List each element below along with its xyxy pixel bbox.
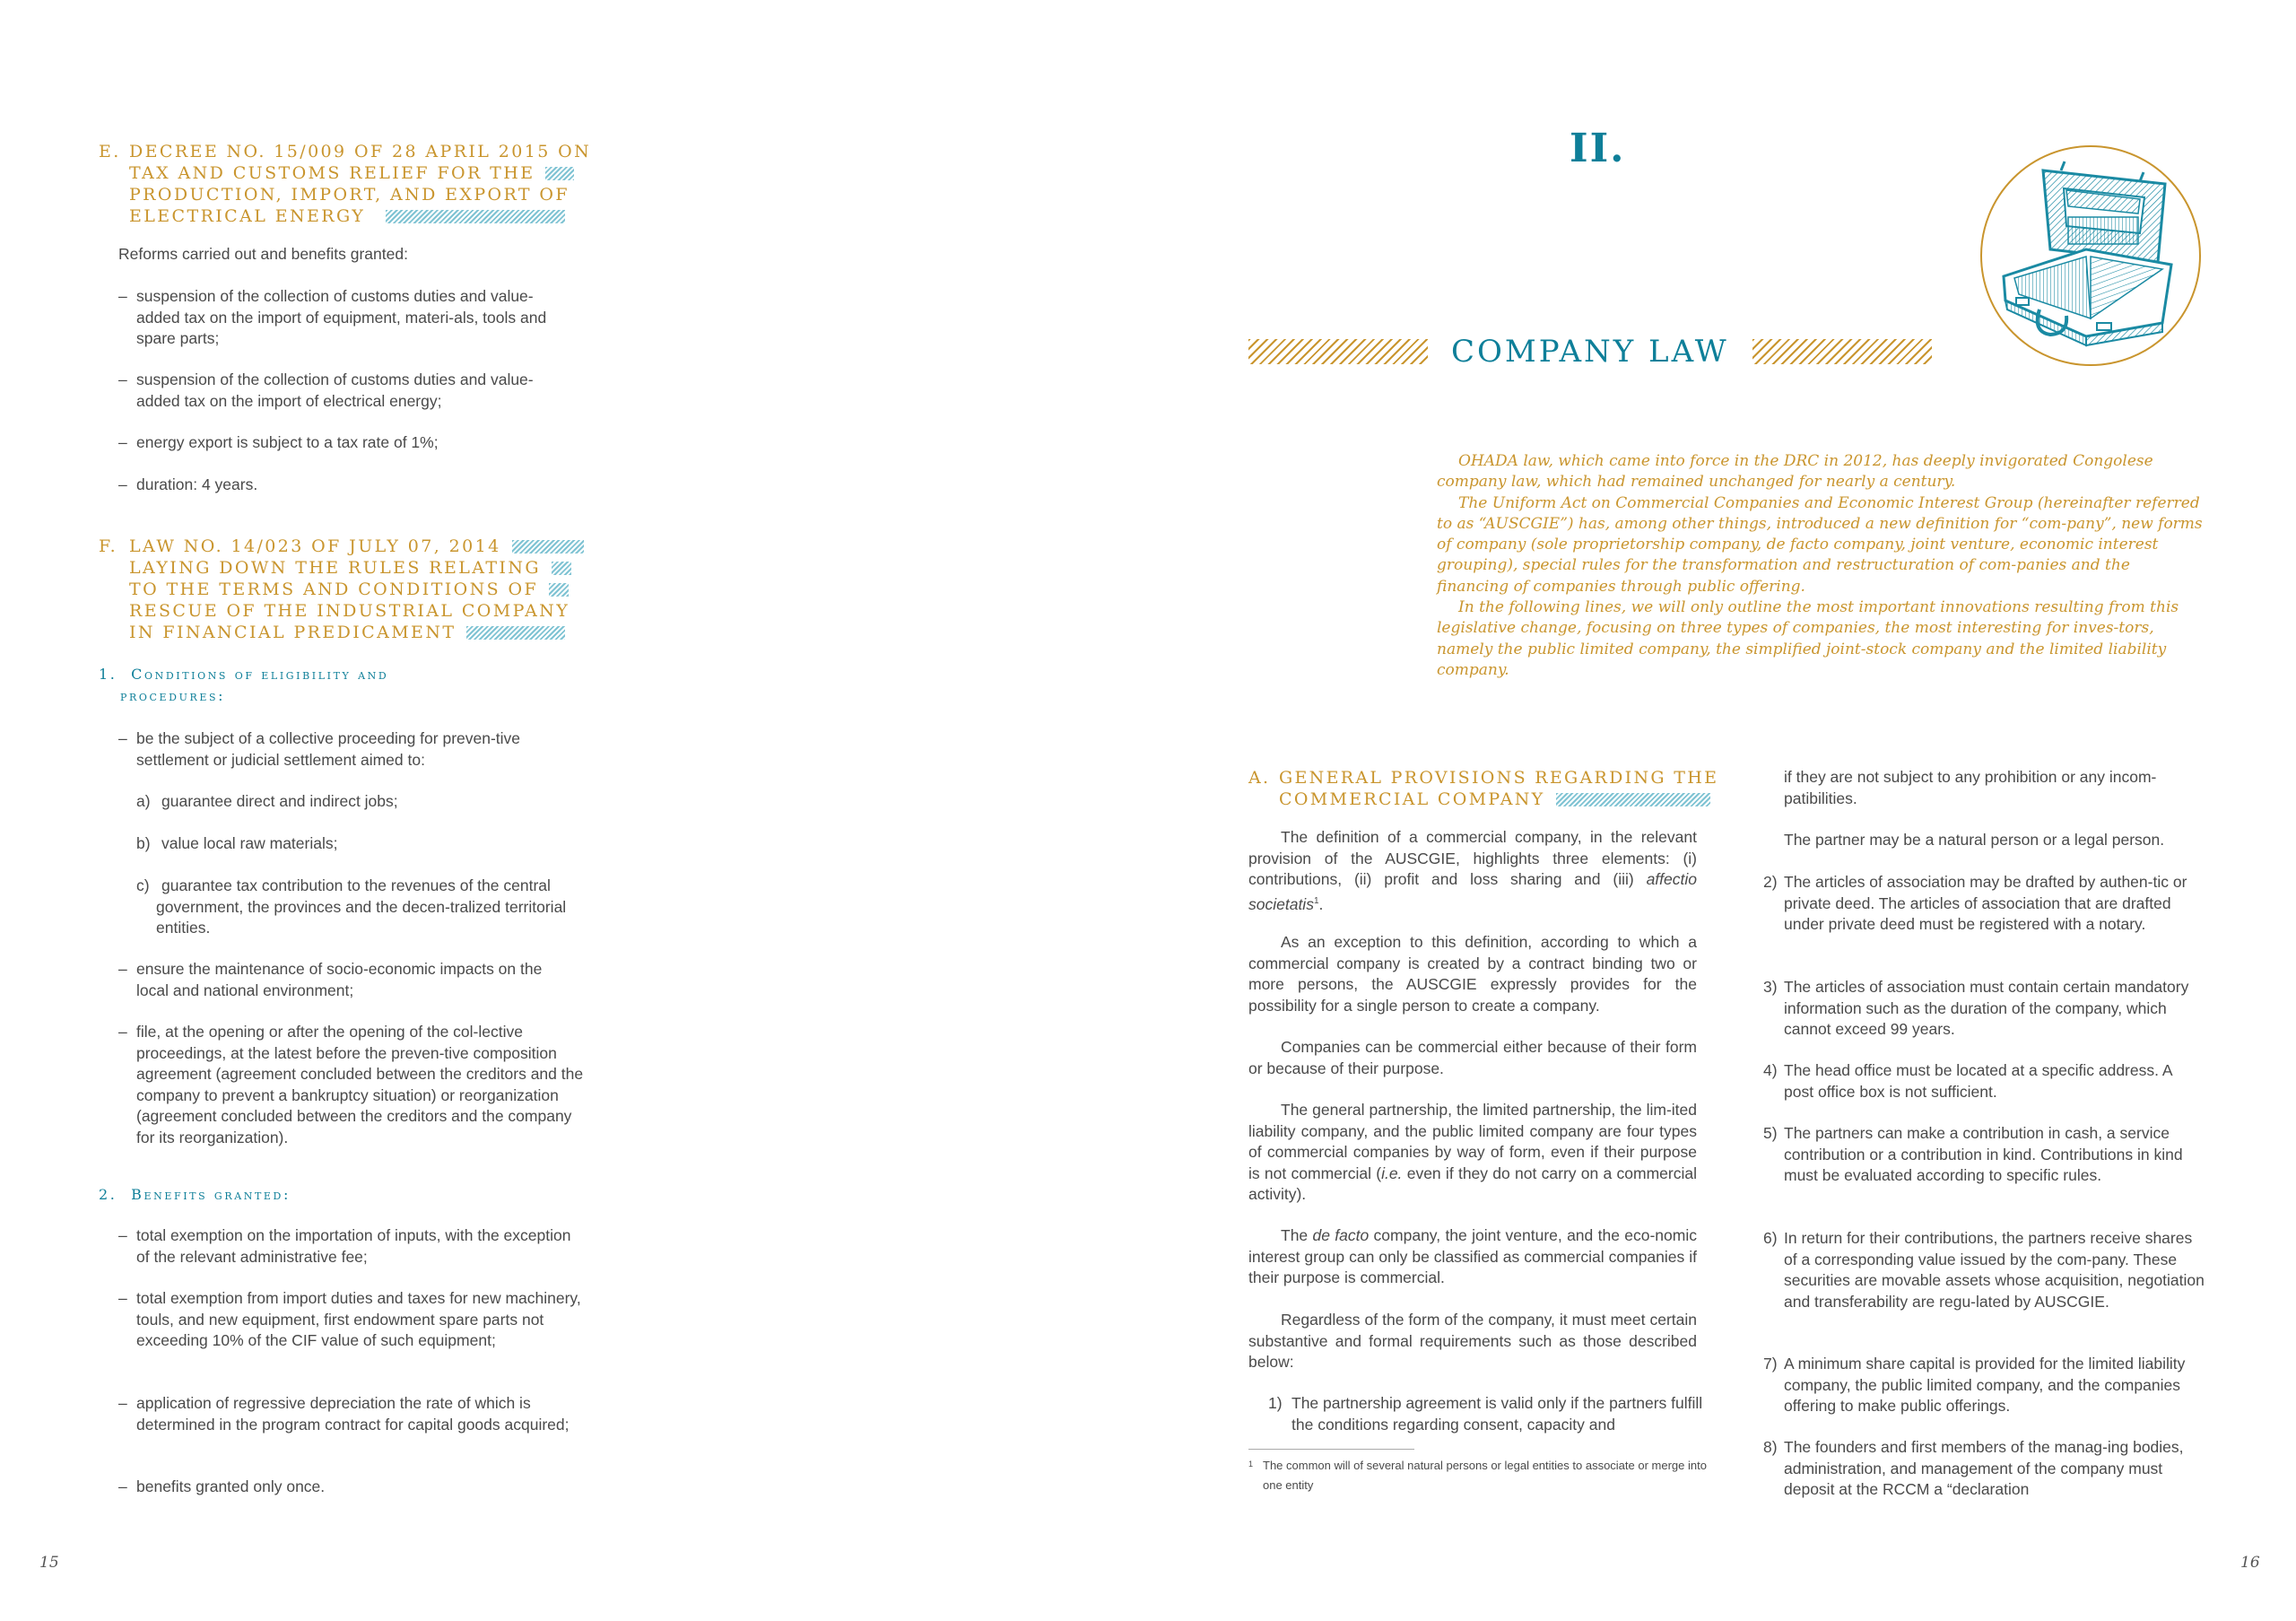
intro-paragraph: In the following lines, we will only outline the most important innovations resulting from this legislative change, focusing on three types of companies, the most interesting for inves-tors, namely the public limited company, the simplified joint-stock company and the limited liability company. (1437, 598, 2179, 679)
page-number: 16 (2240, 1554, 2260, 1572)
dash-bullet: – (118, 287, 127, 305)
section-a-letter: A. (1248, 768, 1271, 788)
sub-list-item: b) value local raw materials; (136, 834, 338, 852)
section-f-title-line: TO THE TERMS AND CONDITIONS OF (129, 580, 539, 599)
section-e-heading (99, 141, 592, 227)
list-item: – file, at the opening or after the opening of the col-lective proceedings, at the latest before the preven-tive composition agreement (agreement concluded between the creditors and the company to prevent a bankruptcy situation) or reorganization (agreement concluded between the creditors and the company for its reorganization). (118, 1023, 584, 1146)
footnote-ref[interactable]: 1 (1313, 895, 1319, 906)
hatch-bar-decoration (512, 540, 584, 553)
briefcase-icon (1979, 144, 2203, 368)
section-f-title-line: LAW NO. 14/023 OF JULY 07, 2014 (129, 536, 501, 556)
list-item: – suspension of the collection of customs duties and value-added tax on the import of equipment, materi-als, tools and spare parts; (118, 287, 547, 347)
intro-paragraph: The Uniform Act on Commercial Companies and Economic Interest Group (hereinafter referred to as “AUSCGIE”) has, among other things, introduced a new definition for “com-pany”, new forms of company (sole proprietorship company, de facto company, joint venture, economic interest grouping), special rules for the transformation and restructuration of com-panies and the financing of companies through public offering. (1437, 493, 2203, 596)
paragraph: As an exception to this definition, according to which a commercial company is created by a contract binding two or more persons, the AUSCGIE expressly provides for the possibility for a single person to create a company. (1248, 933, 1697, 1015)
dash-bullet: – (118, 370, 127, 388)
paragraph: Companies can be commercial either because of their form or because of their purpose. (1248, 1038, 1697, 1077)
subsection-1-heading: 1. Conditions of eligibility and procedures: (99, 666, 389, 704)
section-e-title-line: TAX AND CUSTOMS RELIEF FOR THE (129, 163, 535, 183)
dash-bullet: – (118, 1289, 127, 1307)
list-item: – ensure the maintenance of socio-economic impacts on the local and national environment; (118, 960, 543, 999)
section-f-title-line: IN FINANCIAL PREDICAMENT (129, 623, 457, 642)
dash-bullet: – (118, 475, 127, 493)
numbered-item: 2) The articles of association may be drafted by authen-tic or private deed. The articles of association that are drafted under private deed must be registered with a notary. (1763, 873, 2187, 933)
numbered-item: 4) The head office must be located at a specific address. A post office box is not sufficient. (1763, 1061, 2172, 1101)
briefcase-illustration (1979, 144, 2203, 368)
paragraph: Regardless of the form of the company, it must meet certain substantive and formal requirements such as those described below: (1248, 1311, 1697, 1371)
subsection-2-heading: 2. Benefits granted: (99, 1186, 291, 1203)
numbered-item: 7) A minimum share capital is provided for the limited liability company, the public limited company, and the companies offering to make public offerings. (1763, 1355, 2186, 1415)
hatch-bar-decoration (1248, 339, 1428, 364)
footnote-rule (1248, 1449, 1414, 1450)
numbered-item: 3) The articles of association must contain certain mandatory information such as the duration of the company, which cannot exceed 99 years. (1763, 978, 2189, 1038)
right-page (1148, 0, 2296, 1621)
paragraph: The de facto company, the joint venture, and the eco-nomic interest group can only be classified as commercial companies if their purpose is commercial. (1248, 1226, 1697, 1286)
section-e-intro: Reforms carried out and benefits granted: (118, 245, 408, 263)
hatch-bar-decoration (549, 583, 569, 597)
hatch-bar-decoration (386, 210, 565, 223)
list-item: – be the subject of a collective proceeding for preven-tive settlement or judicial settlement aimed to: (118, 729, 521, 769)
sub-list-item: a) guarantee direct and indirect jobs; (136, 792, 398, 810)
list-item: – total exemption on the importation of inputs, with the exception of the relevant administrative fee; (118, 1226, 571, 1266)
dash-bullet: – (118, 729, 127, 747)
dash-bullet: – (118, 1394, 127, 1412)
dash-bullet: – (118, 960, 127, 978)
footnote: 1 The common will of several natural persons or legal entities to associate or merge into one entity (1248, 1459, 1707, 1492)
section-a-title-line: COMMERCIAL COMPANY (1279, 789, 1545, 809)
intro-paragraph: OHADA law, which came into force in the DRC in 2012, has deeply invigorated Congolese company law, which had remained unchanged for nearly a century. (1437, 452, 2153, 492)
list-item: – application of regressive depreciation the rate of which is determined in the program contract for capital goods acquired; (118, 1394, 570, 1434)
sub-list-item: c) guarantee tax contribution to the revenues of the central government, the provinces and the decen-tralized territorial entities. (136, 876, 567, 937)
numbered-item: 8) The founders and first members of the manag-ing bodies, administration, and management of the company must deposit at the RCCM a “declaration (1763, 1438, 2184, 1498)
section-f-title-line: RESCUE OF THE INDUSTRIAL COMPANY (129, 601, 570, 621)
dash-bullet: – (118, 1477, 127, 1495)
section-e-title-line: DECREE NO. 15/009 OF 28 APRIL 2015 ON (129, 142, 592, 161)
hatch-bar-decoration (1752, 339, 1932, 364)
section-a-title-line: GENERAL PROVISIONS REGARDING THE (1279, 768, 1719, 788)
section-e-title-line: ELECTRICAL ENERGY (129, 206, 366, 226)
page-number: 15 (39, 1554, 59, 1572)
numbered-item-continued: The partner may be a natural person or a legal person. (1784, 831, 2165, 849)
numbered-item: 1) The partnership agreement is valid only if the partners fulfill the conditions regarding consent, capacity and (1268, 1394, 1703, 1434)
section-f-heading (99, 536, 570, 643)
hatch-bar-decoration (466, 626, 565, 640)
chapter-title-row (1248, 334, 2056, 370)
paragraph: The definition of a commercial company, in the relevant provision of the AUSCGIE, highlights three elements: (i) contributions, (ii) profit and loss sharing and (iii) affectio societatis$^1$. (1248, 828, 1697, 913)
section-e-letter: E. (99, 142, 121, 161)
chapter-title: COMPANY LAW (1451, 334, 1729, 370)
chapter-numeral: II. (1570, 126, 1626, 171)
numbered-item: 6) In return for their contributions, the partners receive shares of a corresponding value issued by the com-pany. These securities are movable assets whose acquisition, negotiation and transferability are regu-lated by AUSCGIE. (1763, 1229, 2205, 1311)
list-item: – benefits granted only once. (118, 1477, 585, 1498)
list-item: – total exemption from import duties and taxes for new machinery, touls, and new equipment, first endowment spare parts not exceeding 10% of the CIF value of such equipment; (118, 1289, 581, 1349)
section-a-heading (1248, 767, 1719, 810)
dash-bullet: – (118, 433, 127, 451)
paragraph: The general partnership, the limited partnership, the lim-ited liability company, and the public limited company are four types of commercial companies by way of form, even if their purpose is not commercial (i.e. even if they do not carry on a commercial activity). (1248, 1101, 1697, 1203)
numbered-item-continued: if they are not subject to any prohibition or any incom-patibilities. (1784, 768, 2157, 807)
list-item: – duration: 4 years. (118, 475, 567, 496)
list-item: – energy export is subject to a tax rate of 1%; (118, 432, 567, 454)
chapter-intro (1437, 451, 2205, 681)
hatch-bar-decoration (1556, 793, 1710, 806)
numbered-item: 5) The partners can make a contribution in cash, a service contribution or a contribution in kind. Contributions in kind must be evaluated according to specific rules. (1763, 1124, 2183, 1184)
section-f-letter: F. (99, 536, 118, 556)
hatch-bar-decoration (545, 167, 574, 180)
hatch-bar-decoration (552, 562, 571, 575)
section-e-title-line: PRODUCTION, IMPORT, AND EXPORT OF (129, 185, 570, 205)
dash-bullet: – (118, 1023, 127, 1041)
dash-bullet: – (118, 1226, 127, 1244)
list-item: – suspension of the collection of customs duties and value-added tax on the import of electrical energy; (118, 370, 534, 410)
section-f-title-line: LAYING DOWN THE RULES RELATING (129, 558, 541, 578)
